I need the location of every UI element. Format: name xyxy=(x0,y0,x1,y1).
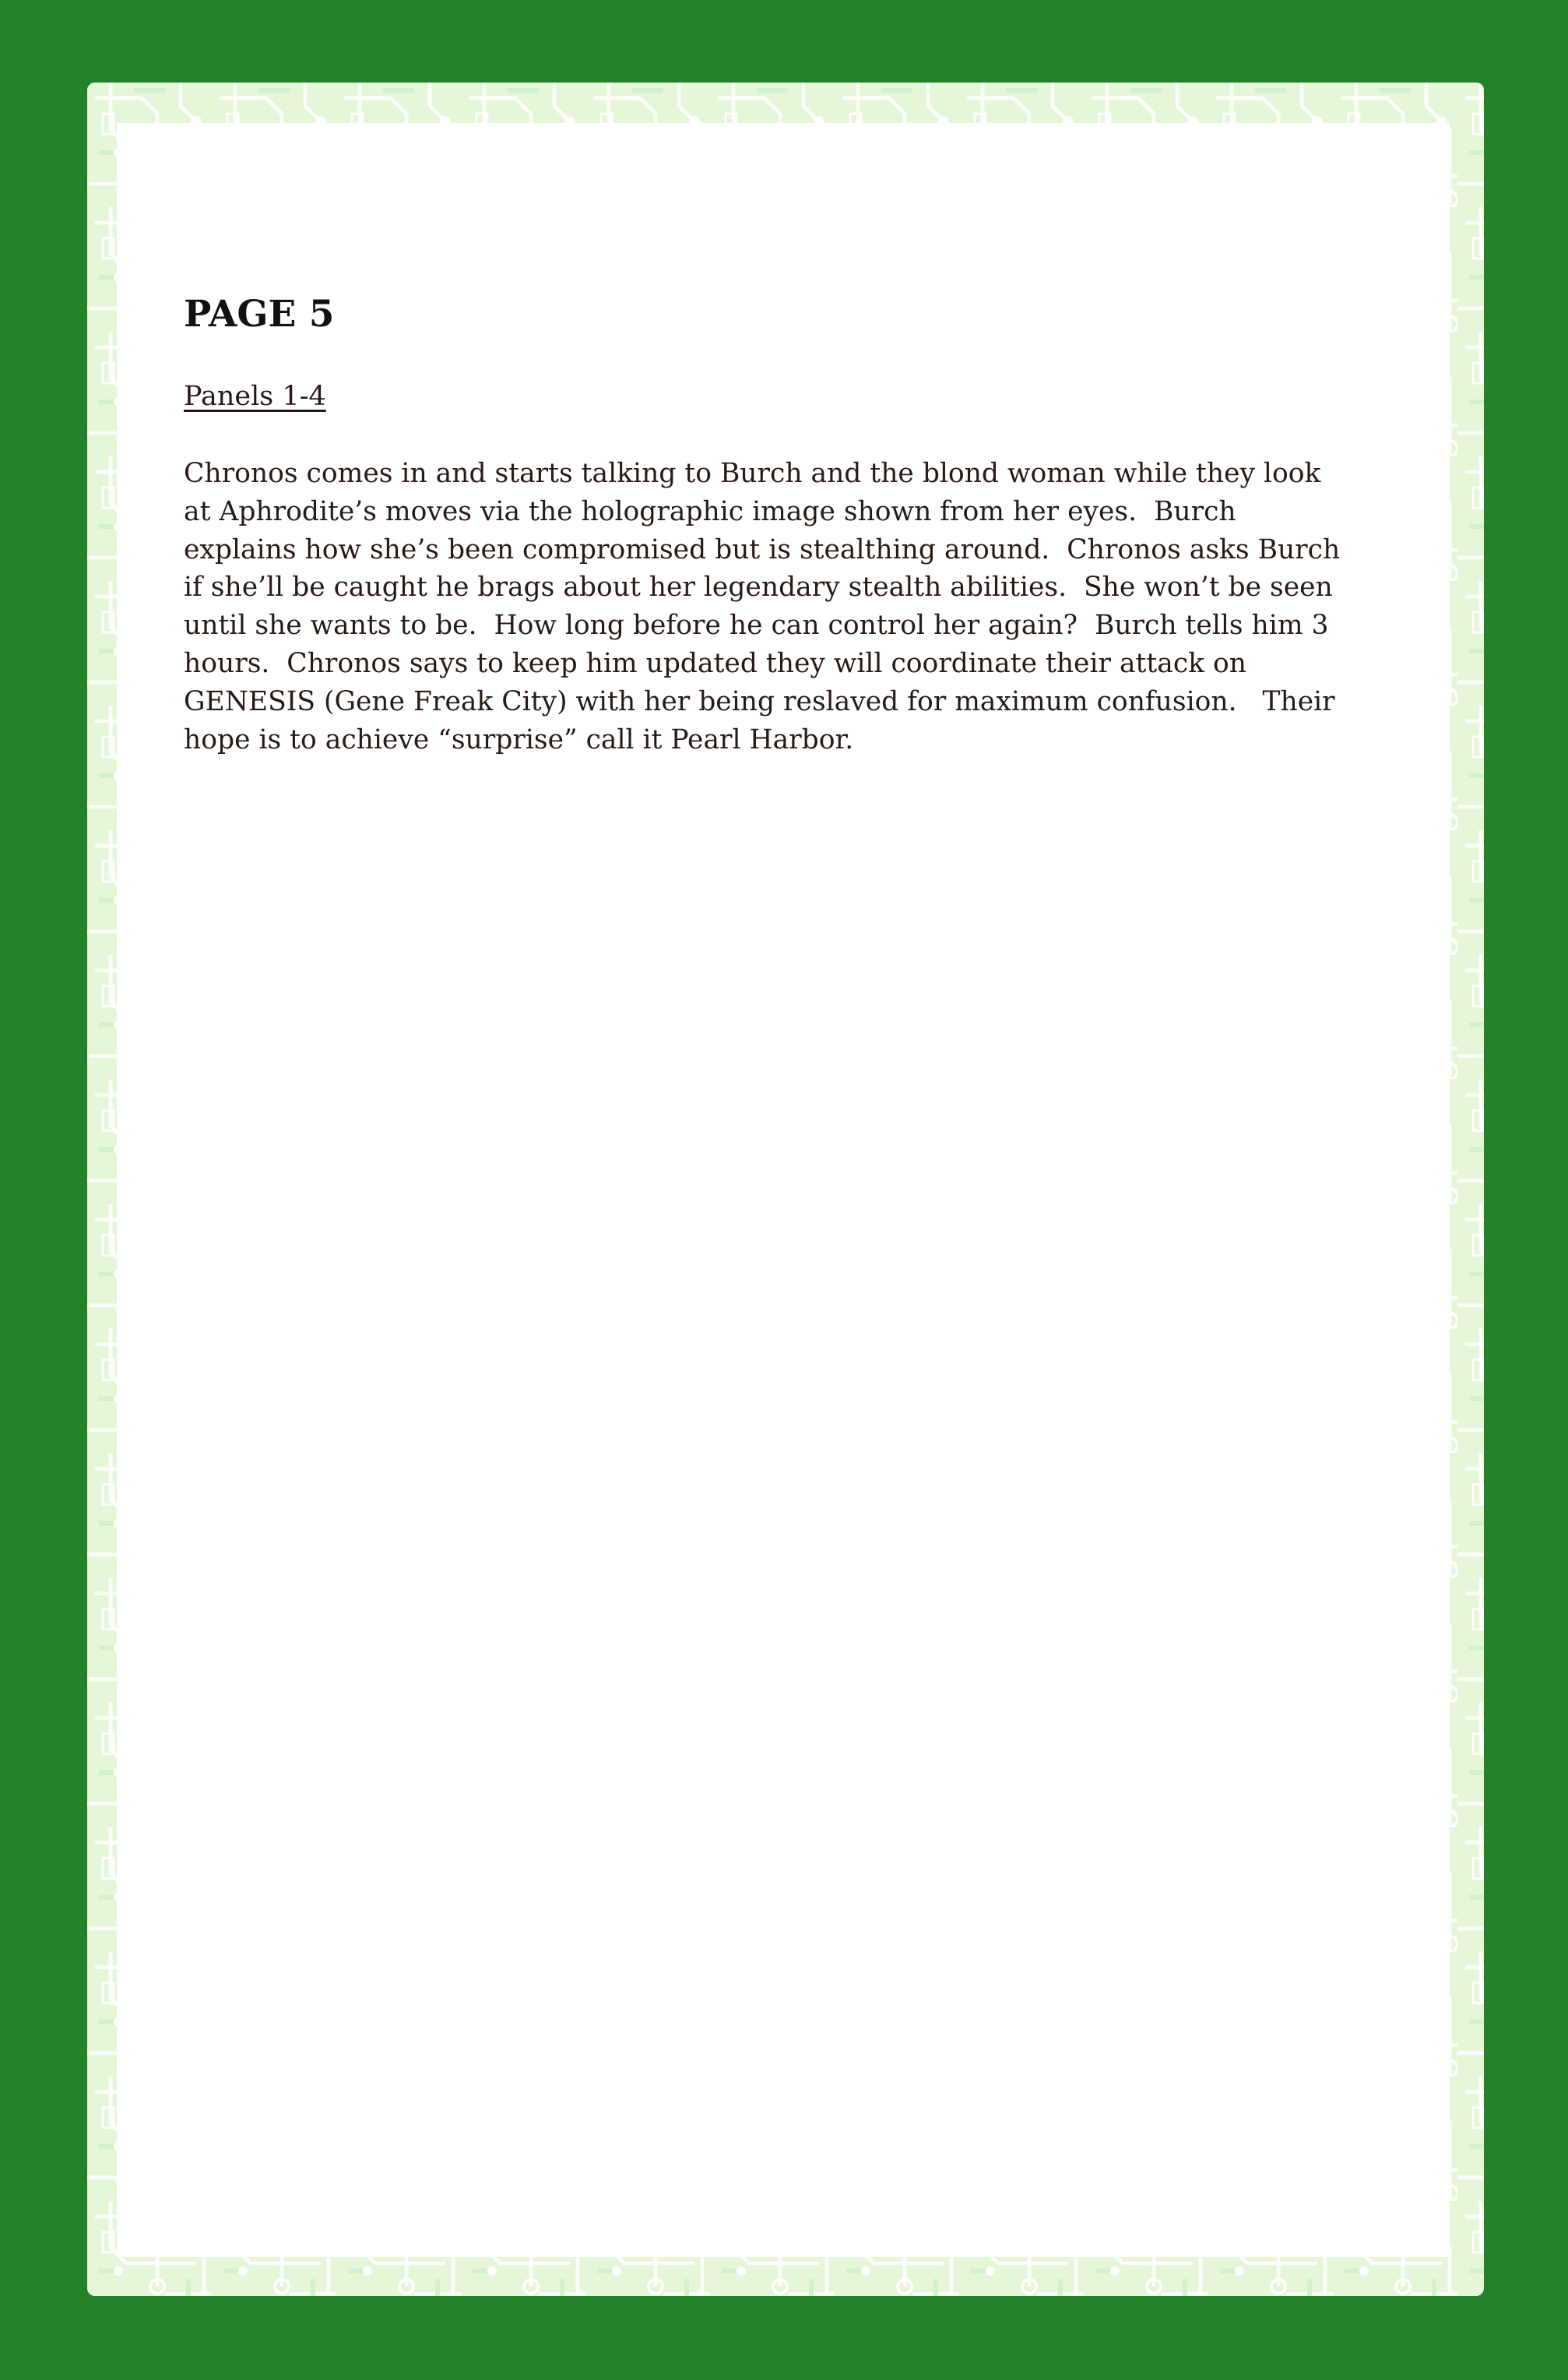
description-line: hope is to achieve “surprise” call it Pearl Harbor. xyxy=(184,724,854,755)
description-line: until she wants to be. How long before he can control her again? Burch tells him 3 xyxy=(184,610,1329,642)
panel-heading: Panels 1-4 xyxy=(184,381,326,412)
description-line: GENESIS (Gene Freak City) with her being reslaved for maximum confusion. Their xyxy=(184,685,1335,717)
description-line: Chronos comes in and starts talking to Burch and the blond woman while they look xyxy=(184,458,1321,489)
description-line: hours. Chronos says to keep him updated they will coordinate their attack on xyxy=(184,647,1247,679)
description-line: explains how she’s been compromised but is stealthing around. Chronos asks Burch xyxy=(184,533,1341,565)
panel-description xyxy=(184,455,1398,759)
description-line: if she’ll be caught he brags about her legendary stealth abilities. She won’t be seen xyxy=(184,572,1333,604)
script-page-paper xyxy=(117,123,1450,2257)
description-line: at Aphrodite’s moves via the holographic image shown from her eyes. Burch xyxy=(184,495,1236,527)
page-title: PAGE 5 xyxy=(184,293,335,336)
